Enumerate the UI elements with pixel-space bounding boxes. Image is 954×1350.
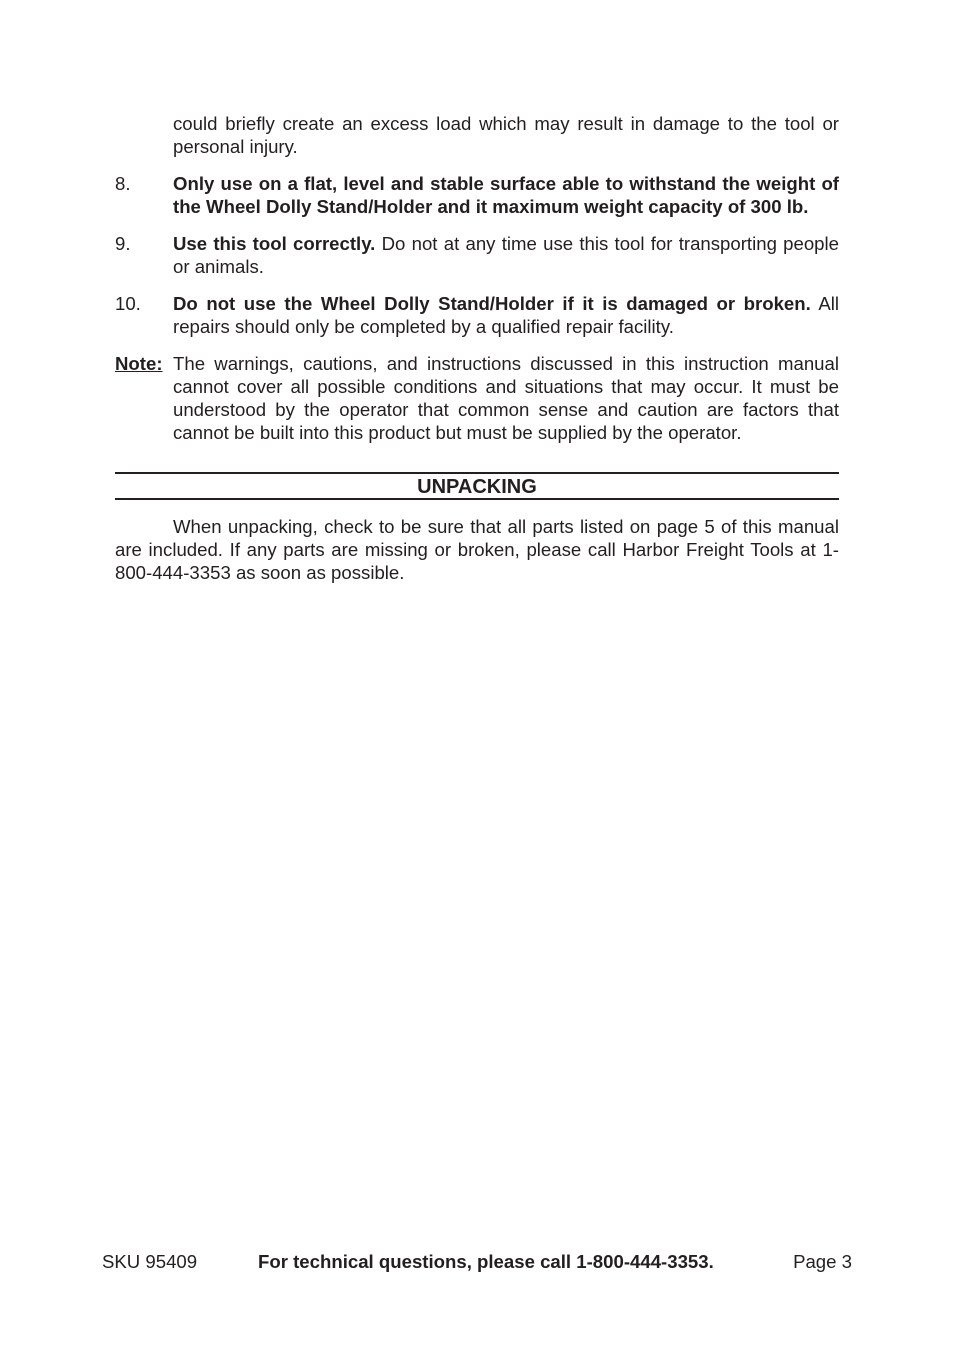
note-text: The warnings, cautions, and instructions discussed in this instruction manual cannot cover all possible conditions and situations that may occur. It must be understood by the operator that common sense and caution are factors that cannot be built into this product but must be supplied by the operator. [173,353,839,443]
note-label: Note: [115,353,163,374]
list-item-9 [115,232,839,278]
item-body [173,172,839,218]
section-header-unpacking [115,472,839,500]
list-item-10 [115,292,839,338]
item-number: 8. [115,173,131,194]
manual-content [115,112,839,584]
unpacking-paragraph: When unpacking, check to be sure that all parts listed on page 5 of this manual are included. If any parts are missing or broken, please call Harbor Freight Tools at 1-800-444-3353 as soon as possible. [115,516,839,583]
footer-tech-support: For technical questions, please call 1-800-444-3353. [258,1251,714,1272]
footer-sku: SKU 95409 [102,1251,198,1272]
continuation-paragraph: could briefly create an excess load which may result in damage to the tool or personal injury. [173,113,839,157]
item-text: All repairs should only be completed by a qualified repair facility. [173,293,839,337]
item-bold-text: Use this tool correctly. [173,233,376,254]
item-number: 10. [115,293,141,314]
section-title: UNPACKING [417,476,537,498]
footer-page-number: Page 3 [793,1251,852,1272]
note-block [115,352,839,444]
item-body [173,232,839,278]
item-text: Do not at any time use this tool for transporting people or animals. [173,233,839,277]
item-bold-text: Do not use the Wheel Dolly Stand/Holder if it is damaged or broken. [173,293,811,314]
list-item-8 [115,172,839,218]
item-bold-text: Only use on a flat, level and stable surface able to withstand the weight of the Wheel Dolly Stand/Holder and it maximum weight capacity of 300 lb. [173,173,839,217]
item-body [173,292,839,338]
item-number: 9. [115,233,131,254]
page-footer [102,1250,852,1273]
